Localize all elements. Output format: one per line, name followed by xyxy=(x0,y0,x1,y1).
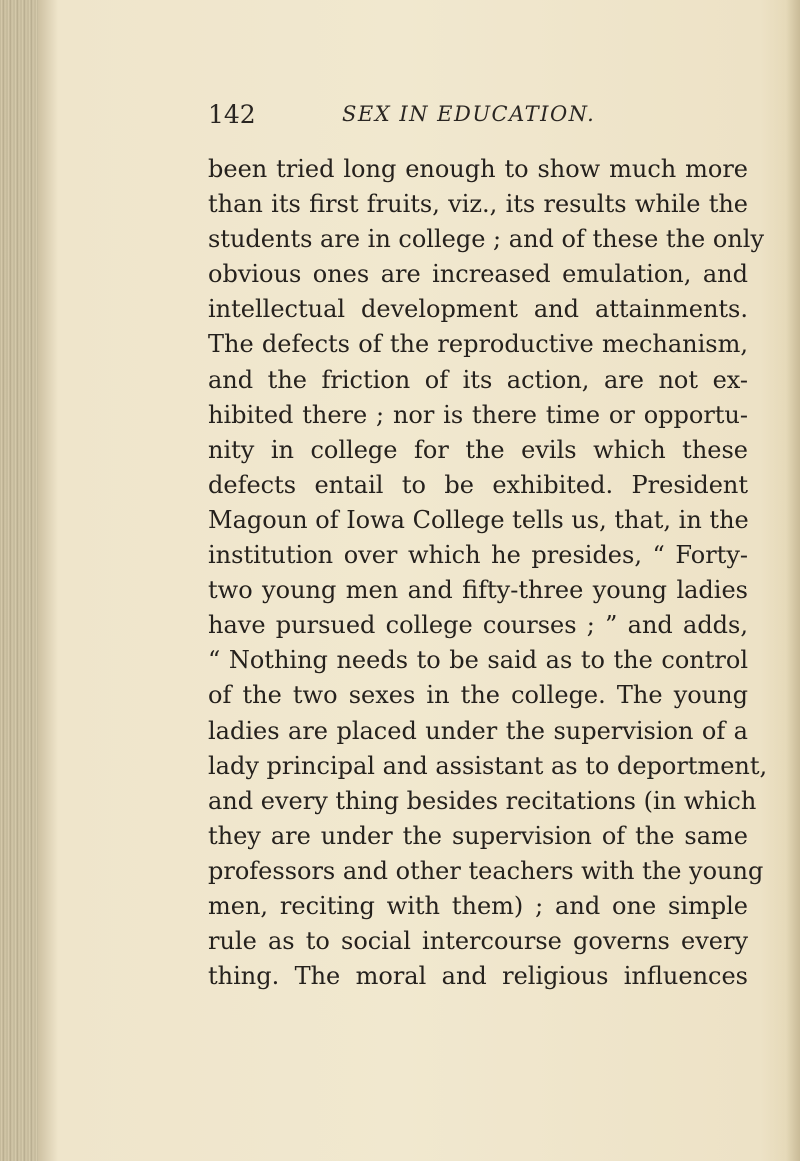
book-binding-edge xyxy=(0,0,38,1161)
text-line: institution over which he presides, “ Forty- xyxy=(208,541,748,570)
text-line: ladies are placed under the supervision of a xyxy=(208,716,748,745)
text-line: students are in college ; and of these the only xyxy=(208,225,765,254)
text-line: intellectual development and attainments. xyxy=(208,295,748,324)
page-number: 142 xyxy=(208,100,256,129)
text-line: obvious ones are increased emulation, and xyxy=(208,260,748,289)
running-head: SEX IN EDUCATION. xyxy=(342,102,596,126)
text-line: men, reciting with them) ; and one simple xyxy=(208,891,748,920)
text-line: and the friction of its action, are not ex- xyxy=(208,365,748,394)
text-line: defects entail to be exhibited. President xyxy=(208,470,748,499)
text-line: rule as to social intercourse governs every xyxy=(208,927,748,956)
text-line: professors and other teachers with the young xyxy=(208,856,764,885)
text-line: than its first fruits, viz., its results while the xyxy=(208,190,748,219)
text-line: The defects of the reproductive mechanism, xyxy=(208,330,748,359)
text-line: nity in college for the evils which these xyxy=(208,435,748,464)
text-line: been tried long enough to show much more xyxy=(208,155,748,183)
body-text xyxy=(208,152,768,994)
text-line: of the two sexes in the college. The young xyxy=(208,681,748,710)
text-line: they are under the supervision of the same xyxy=(208,821,748,850)
text-line: thing. The moral and religious influences xyxy=(208,962,748,991)
text-line: lady principal and assistant as to deportment, xyxy=(208,751,768,780)
text-line: and every thing besides recitations (in which xyxy=(208,786,757,815)
page-header xyxy=(0,100,800,140)
text-line: hibited there ; nor is there time or opportu- xyxy=(208,400,748,429)
text-line: two young men and fifty-three young ladies xyxy=(208,576,748,605)
text-line: “ Nothing needs to be said as to the control xyxy=(208,646,748,675)
text-line: Magoun of Iowa College tells us, that, in the xyxy=(208,505,749,534)
gutter-shadow xyxy=(38,0,58,1161)
page-right-edge xyxy=(786,0,800,1161)
text-line: have pursued college courses ; ” and adds, xyxy=(208,611,748,640)
